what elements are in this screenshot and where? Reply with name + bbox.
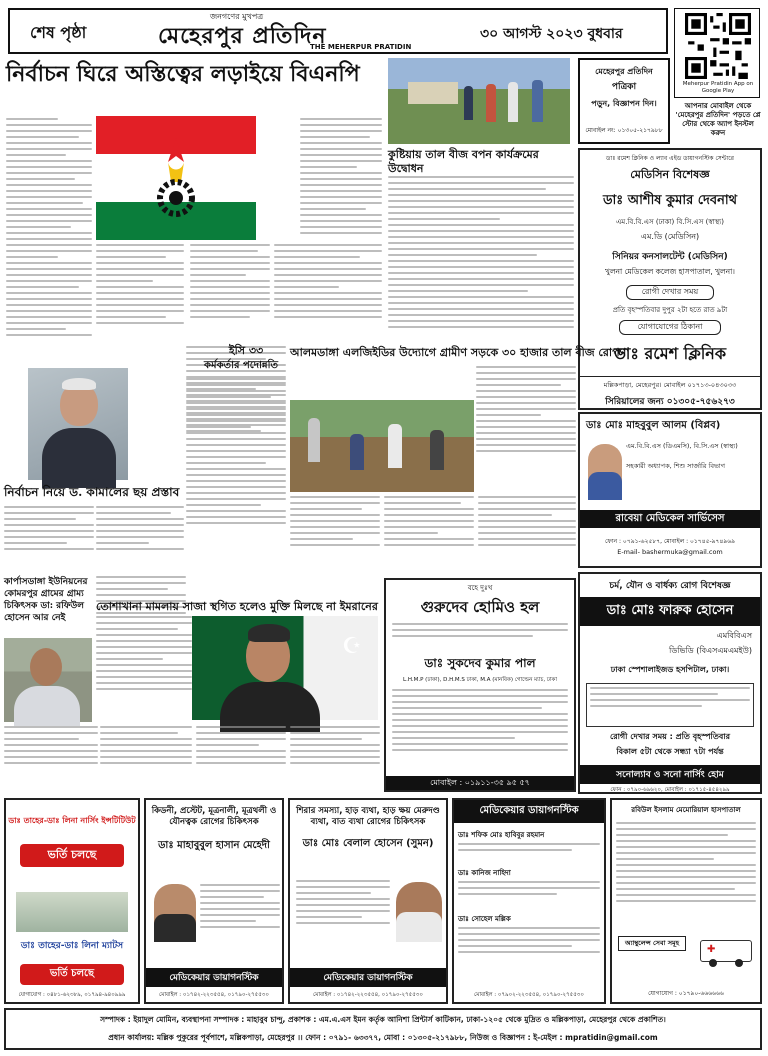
carpenter-photo — [4, 638, 92, 722]
footer-line-1: সম্পাদক : ইয়াদুল মোমিন, ব্যবস্থাপনা সম্পাদক : মাহাবুব চান্দু, প্রকাশক : এম.এ.এস ইমন কর্তৃক আনিশা প্রিন্টার্স কাটিকান, ঢাকা-১২০৫ থেকে মুদ্রিত ও মল্লিকপাড়া, মেহেরপুর থেকে প্রকাশিত। — [100, 1015, 666, 1024]
ad-d-phone: মোবাইল : ০৭৯০২-২২৩৫৫৪, ০১৭৯০-২৭৫৫৩০ — [474, 992, 584, 998]
medicare-diagnostic-ad — [452, 798, 606, 1004]
doctor3-phone: ফোন : ০৭৯০-৬৯৬২০, মোবাইল : ০১৭১৫-৪৫৪২৯৯ — [610, 787, 730, 793]
rabeya-medical-ad — [578, 412, 762, 568]
imran-body-4 — [196, 726, 286, 790]
qr-block[interactable] — [674, 8, 760, 98]
alamdanga-body-end — [478, 496, 576, 576]
issue-date: ৩০ আগস্ট ২০২৩ বুধবার — [480, 26, 623, 42]
ad-d-doc3-details — [458, 927, 600, 971]
qr-caption: Meherpur Pratidin App on Google Play — [682, 81, 754, 94]
doctor1-visit-time: প্রতি বৃহস্পতিবার দুপুর ২টা হতে রাত ৯টা — [612, 306, 728, 314]
promo-line-2: পত্রিকা — [611, 82, 637, 92]
ad-e-phone: যোগাযোগ : ০১৭৯০-৬৬৬৬৬৬ — [648, 990, 724, 997]
ad-b-phone: মোবাইল : ০১৭৪২-২২৩৫৫৪, ০১৭৯০-২৭৫৫৩০ — [159, 992, 269, 998]
doctor1-visit-label: রোগী দেখার সময় — [626, 285, 714, 300]
doctor2-clinic: রাবেয়া মেডিকেল সার্ভিসেস — [580, 510, 760, 528]
ad-c-phone: মোবাইল : ০১৭৪২-২২৩৫৫৪, ০১৭৯০-২৭৫৫৩০ — [313, 992, 423, 998]
doctor1-post: সিনিয়র কনসালটেন্ট (মেডিসিন) — [612, 252, 728, 262]
doctor3-time: বিকাল ৫টা থেকে সন্ধ্যা ৭টা পর্যন্ত — [616, 747, 724, 756]
promo-line-3: পড়ুন, বিজ্ঞাপন দিন। — [591, 99, 657, 108]
doctor1-clinic: ডাঃ রমেশ ক্লিনিক — [613, 344, 727, 363]
homeo-doctor: ডাঃ সুকদেব কুমার পাল — [424, 656, 536, 670]
homeo-intro — [386, 621, 574, 653]
doctor2-post: সহকারী অধ্যাপক, শিশু সার্জারি বিভাগ — [626, 462, 725, 470]
lead-body-col-4 — [274, 244, 382, 344]
homeo-slogan: বহে দুঃখ — [467, 584, 493, 592]
lead-body-col-3 — [190, 244, 270, 344]
gurudev-homeo-ad — [384, 578, 576, 792]
ramesh-clinic-ad — [578, 148, 762, 410]
doctor3-name: ডাঃ মোঃ ফারুক হোসেন — [580, 597, 760, 626]
masthead-tagline: জনগণের মুখপত্র — [210, 12, 264, 21]
alamdanga-body-mid — [384, 496, 474, 576]
doctor3-deg1: এমবিবিএস — [716, 631, 752, 640]
lead-body-col-5 — [300, 118, 382, 242]
doctor2-email: E-mail- bashermuka@gmail.com — [617, 548, 723, 556]
doctor1-specialty: মেডিসিন বিশেষজ্ঞ — [630, 168, 710, 181]
homeo-services — [386, 685, 574, 785]
ad-d-doc1: ডাঃ শফিক মোঃ হাবিবুর রহমান — [458, 831, 545, 839]
doctor2-photo — [588, 444, 622, 500]
imran-body-5 — [290, 726, 380, 790]
homeo-deg: L.H.M.P (ঢাকা), D.H.M.S ঢাকা, M.A (মানবিক) গোল্ডেন ম্যাচ, ঢাকা — [403, 677, 557, 683]
lead-body-col-1 — [6, 118, 92, 344]
ad-d-title: মেডিকেয়ার ডায়াগনস্টিক — [454, 800, 604, 823]
ad-e-details — [616, 822, 756, 934]
story2-headline: কুষ্টিয়ায় তাল বীজ বপন কার্যক্রমের উদ্বোধন — [388, 148, 539, 175]
doctor1-contact-label: যোগাযোগের ঠিকানা — [619, 320, 721, 335]
newspaper-name-en: THE MEHERPUR PRATIDIN — [310, 43, 412, 51]
doctor1-deg1: এম.বি.বি.এস (ঢাকা) বি.সি.এস (স্বাস্থ্য) — [615, 218, 725, 226]
doctor2-deg: এম.বি.বি.এস (ডিএমসি), বি.সি.এস (স্বাস্থ্য) — [626, 442, 738, 450]
alamdanga-body-right — [476, 366, 576, 492]
doctor1-serial: সিরিয়ালের জন্য ০১৩০৫-৭৫৬২৭৩ — [605, 397, 735, 407]
ad-b-center: মেডিকেয়ার ডায়াগনস্টিক — [146, 968, 282, 987]
ad-c-details — [296, 880, 390, 964]
ad-c-title: শিরার সমস্যা, হাড় ব্যথা, হাড় ক্ষয় মেরুদণ্ড ব্যথা, বাত ব্যথা রোগের চিকিৎসক — [296, 806, 440, 827]
alamdanga-headline: আলমডাঙ্গা এলজিইডির উদ্যোগে গ্রামীণ সড়কে ৩০ হাজার তাল বীজ রোপণ — [290, 346, 627, 359]
doctor3-title: চর্ম, যৌন ও বার্ধক্য রোগ বিশেষজ্ঞ — [609, 581, 731, 591]
kamal-body — [4, 506, 94, 576]
isi-story-body-2 — [186, 378, 286, 578]
kamal-body-2 — [96, 506, 184, 576]
imran-body-col — [96, 616, 192, 726]
ad-d-doc2: ডাঃ কানিজ নাহিদা — [458, 869, 511, 877]
ad-d-doc1-details — [458, 843, 600, 861]
doctor3-home: সনোল্যাব ও সনো নার্সিং হোম — [580, 765, 760, 784]
ad-c-photo — [396, 882, 442, 942]
ad-b-title: কিডনী, প্রস্টেট, মূত্রনালী, মূত্রথলী ও যৌনত্বক রোগের চিকিৎসক — [151, 806, 277, 827]
isi-headline: কর্মকর্তার পদোন্নতি — [204, 360, 278, 371]
mahbubul-hasan-ad — [144, 798, 284, 1004]
ad-a-admit2: ভর্তি চলছে — [20, 964, 124, 985]
nursing-institute-ad — [4, 798, 140, 1004]
doctor3-visit: রোগী দেখার সময় : প্রতি বৃহস্পতিবার — [609, 732, 731, 741]
doctor3-deg2: ডিভিডি (বিএসএমএমইউ) — [669, 646, 752, 655]
imprint-footer — [4, 1008, 762, 1050]
bnp-flag-image — [96, 116, 256, 240]
section-label: শেষ পৃষ্ঠা — [30, 23, 87, 42]
ad-d-doc3: ডাঃ সোহেল মল্লিক — [458, 915, 511, 923]
ad-c-name: ডাঃ মোঃ বেলাল হোসেন (সুমন) — [302, 838, 434, 849]
doctor1-name: ডাঃ আশীষ কুমার দেবনাথ — [602, 193, 738, 208]
doctor1-deg2: এম.ডি (মেডিসিন) — [640, 232, 700, 241]
palm-seed-photo — [290, 400, 474, 492]
pratidin-promo-ad — [578, 58, 670, 144]
ad-a-admit: ভর্তি চলছে — [20, 844, 124, 867]
ad-e-service: অ্যাম্বুলেন্স সেবা সমূহ — [618, 936, 686, 951]
masthead — [8, 8, 668, 54]
imran-headline: তোশাখানা মামলায় সাজা স্থগিত হলেও মুক্তি মিলছে না ইমরানের — [96, 600, 378, 613]
promo-line-1: মেহেরপুর প্রতিদিন — [595, 67, 653, 76]
ad-e-title: রবিউল ইসলাম মেমোরিয়াল হাসপাতাল — [631, 806, 741, 814]
doctor1-head: ডাঃ রমেশ ক্লিনিক ও ল্যাব এইড ডায়াগনস্টিক সেন্টারে — [606, 155, 734, 162]
faruk-hossain-ad — [578, 572, 762, 794]
bnp-emblem-icon — [152, 138, 200, 218]
imran-body-3 — [100, 726, 192, 790]
lead-headline: নির্বাচন ঘিরে অস্তিত্বের লড়াইয়ে বিএনপি — [6, 61, 360, 87]
doctor1-hospital: খুলনা মেডিকেল কলেজ হাসপাতাল, খুলনা। — [605, 267, 735, 276]
imran-body-2 — [4, 726, 98, 790]
nursing-photo — [16, 892, 128, 932]
ambulance-icon: ✚ — [700, 940, 752, 962]
carpenter-headline: কার্পাসডাঙ্গা ইউনিয়নের কোমরপুর গ্রামের গ্রাম্য চিকিৎসক ডা: রফিউল হোসেন আর নেই — [4, 577, 88, 623]
newspaper-name: মেহেরপুর প্রতিদিন — [158, 23, 327, 49]
app-install-note: আপনার মোবাইল থেকে 'মেহেরপুর প্রতিদিন' পড়তে প্লে স্টোর থেকে অ্যাপ ইনস্টল করুন — [675, 102, 761, 137]
ad-a-phone: যোগাযোগ : ০৪৮১-৬২৩৮৯, ০১৭৯৪-৯৪০৯৯৯ — [18, 992, 126, 998]
homeo-name: গুরুদেব হোমিও হল — [420, 598, 540, 616]
isi-kicker: ইসি ৩৩ — [228, 344, 264, 357]
lead-body-col-2 — [96, 244, 184, 344]
ad-d-doc2-details — [458, 881, 600, 907]
qr-code-icon — [685, 13, 751, 79]
doctor3-hospital: ঢাকা স্পেশালাইজড হসপিটাল, ঢাকা। — [610, 665, 730, 674]
doctor1-address: মল্লিকপাড়া, মেহেরপুর। মোবাইল ০১৭১৩-০৪৩০৩৩ — [580, 376, 760, 391]
robiul-hospital-ad — [610, 798, 762, 1004]
ad-b-details — [200, 884, 280, 964]
ad-a-title: ডাঃ তাহের-ডাঃ লিনা নার্সিং ইন্সটিটিউট — [8, 816, 136, 825]
doctor3-treatments — [586, 683, 754, 727]
imran-khan-photo: ☪ — [192, 616, 378, 720]
homeo-phone: মোবাইল : ০১৯১১-৩৫ ৯৫ ৫৭ — [386, 776, 574, 790]
belal-hossain-ad — [288, 798, 448, 1004]
doctor2-phone: ফোন : ০৭৯১-৬২৫৮৭, মোবাইল : ০১৭৪৫-৯৭৪৯৬৯ — [604, 538, 736, 545]
alamdanga-body-left — [290, 496, 380, 576]
ad-b-photo — [154, 884, 196, 942]
tree-planting-photo — [388, 58, 570, 144]
kamal-headline: নির্বাচন নিয়ে ড. কামালের ছয় প্রস্তাব — [4, 485, 180, 499]
ad-b-name: ডাঃ মাহাবুবুল হাসান মেহেদী — [158, 840, 270, 851]
doctor2-name: ডাঃ মোঃ মাহবুবুল আলম (বিপ্লব) — [586, 420, 721, 431]
kamal-hossain-photo — [28, 368, 128, 480]
ad-c-center: মেডিকেয়ার ডায়াগনস্টিক — [290, 968, 446, 987]
ad-a-course: ডাঃ তাহের-ডাঃ লিনা ম্যাটস — [20, 941, 124, 951]
story2-body — [388, 176, 574, 338]
promo-phone: মোবাইল নং: ০১৩০৫-২১৭৯৮৮ — [585, 127, 663, 134]
footer-line-2: প্রধান কার্যালয়: মল্লিক পুকুরের পূর্বপাশে, মল্লিকপাড়া, মেহেরপুর ।। ফোন : ০৭৯১- ৬৩৩৭৭, মোবা : ০১৩০৫-২১৭৯৮৮, নিউজ ও বিজ্ঞাপন : ই-মেইল : mpratidin@gmail.com — [108, 1033, 658, 1042]
